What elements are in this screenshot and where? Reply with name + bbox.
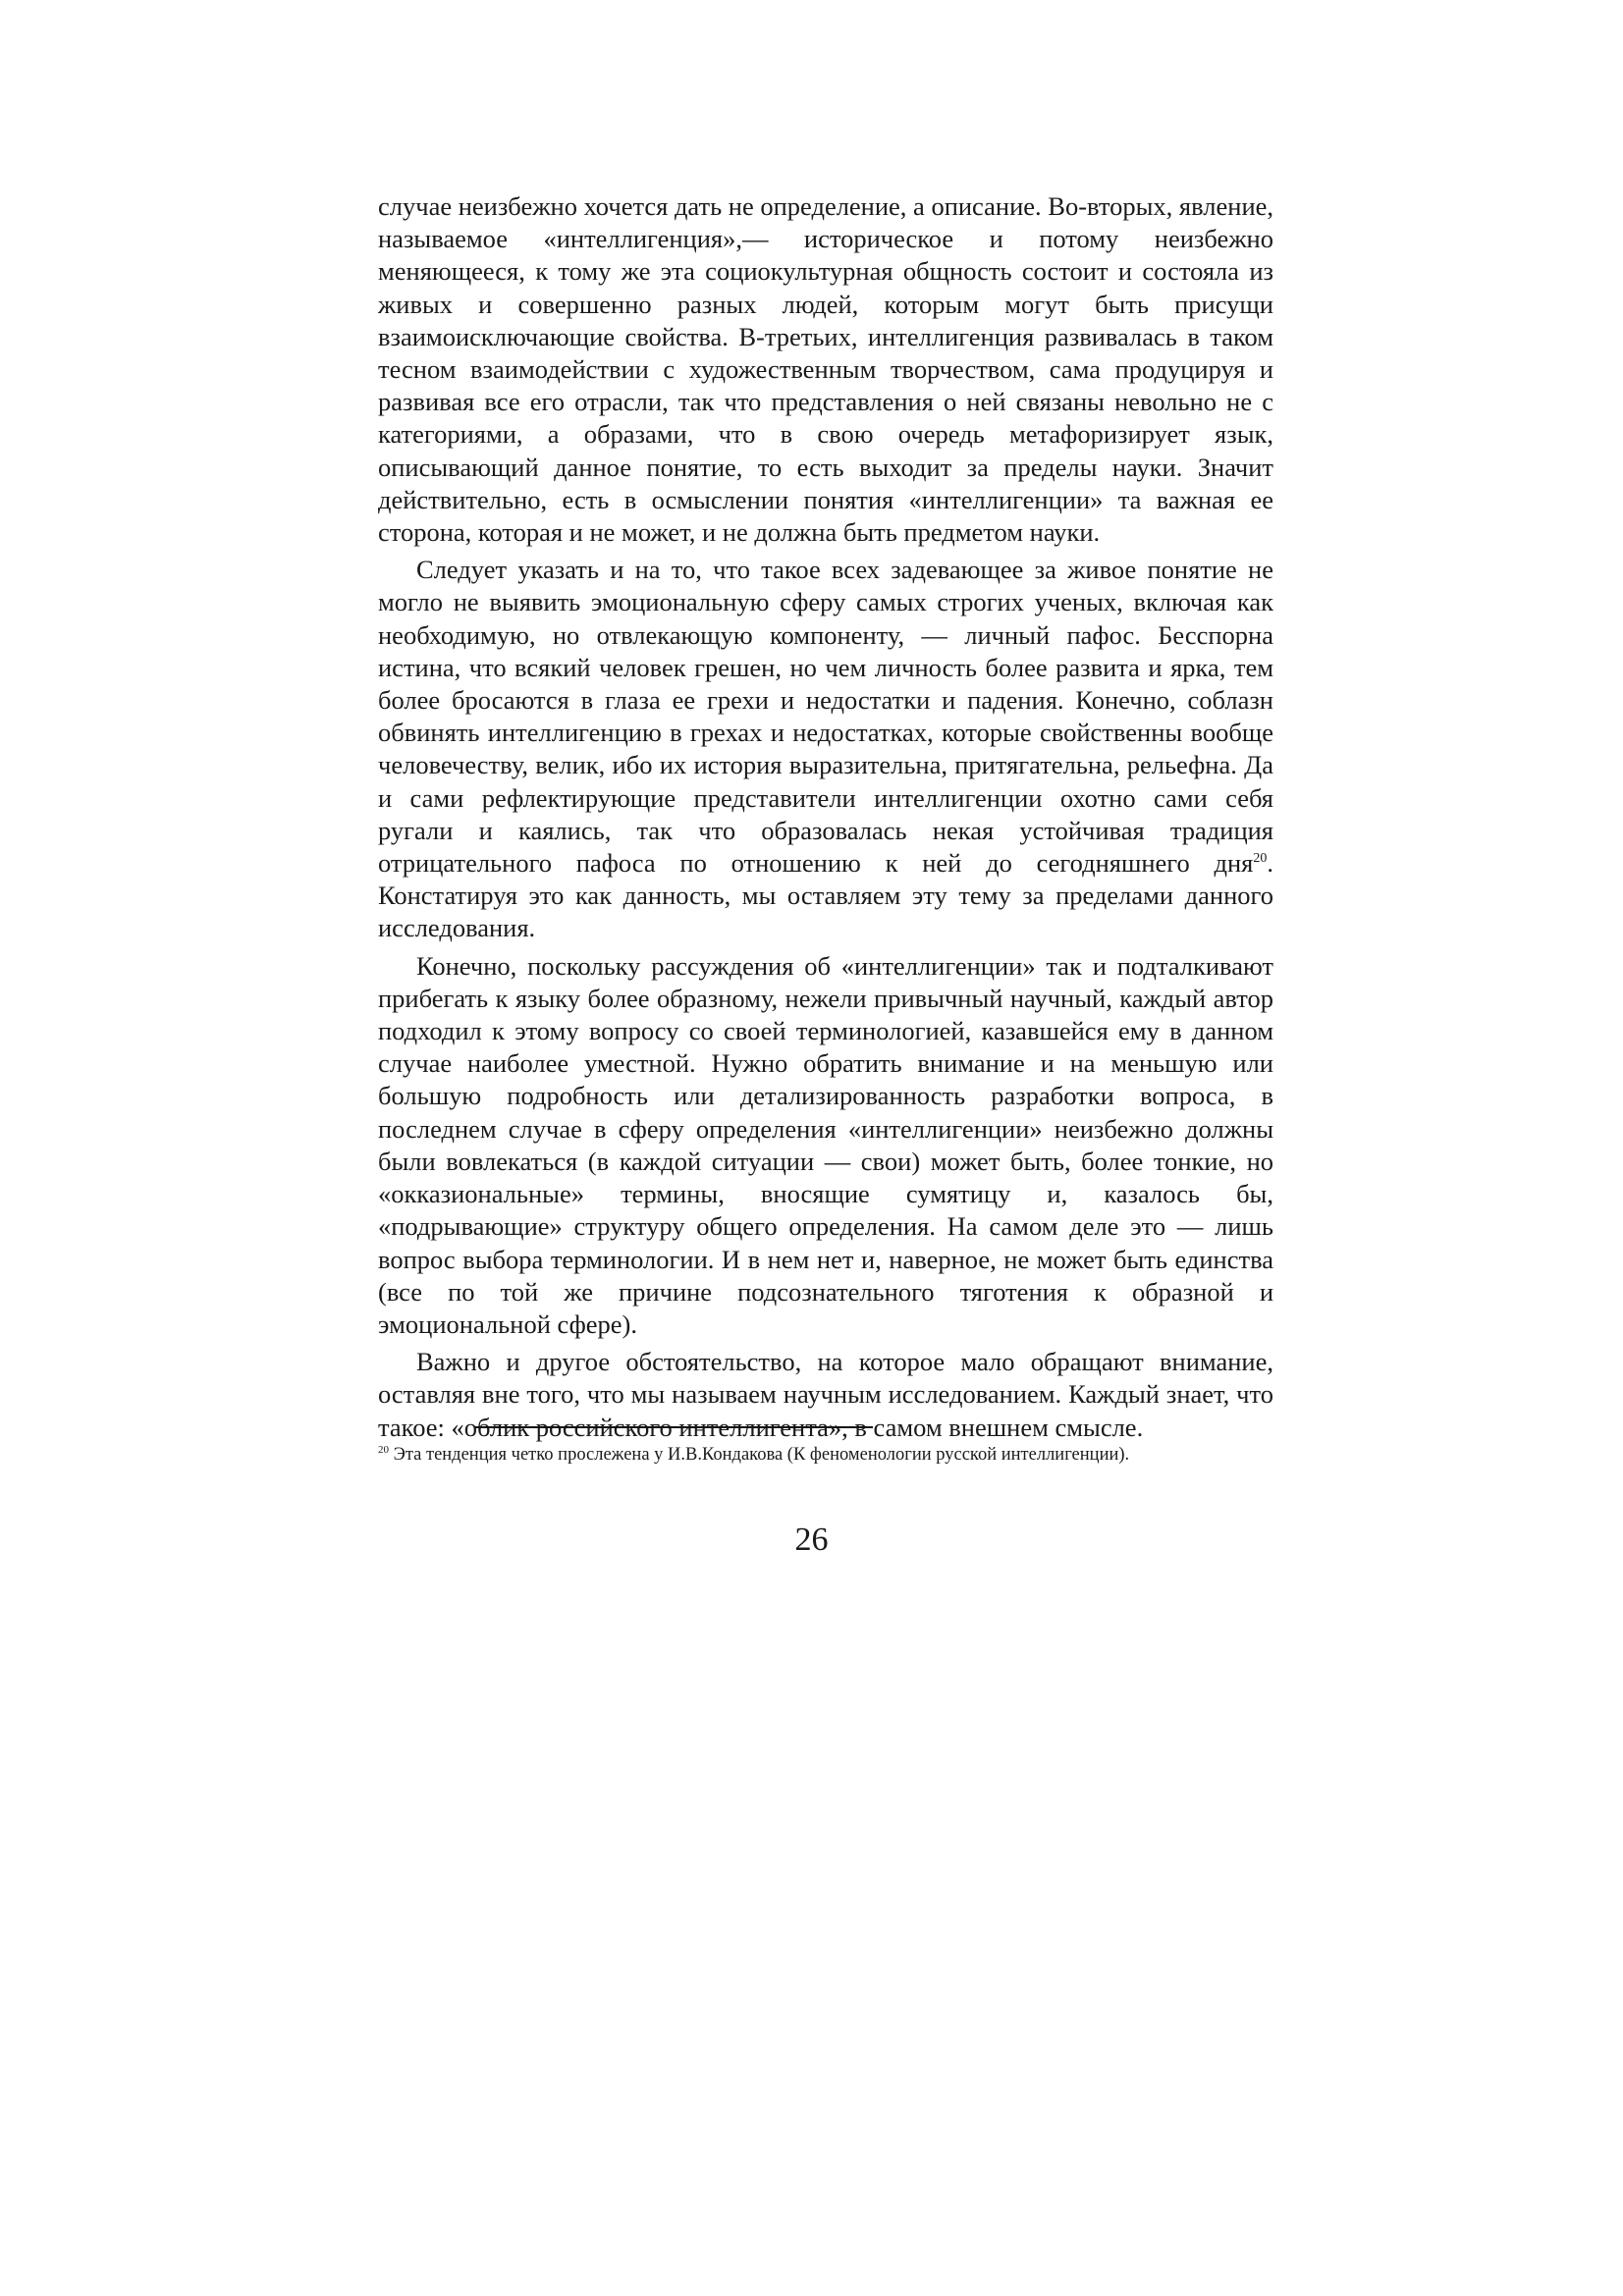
footnote: [378, 1443, 1273, 1468]
paragraph-1: случае неизбежно хочется дать не определение, а описание. Во-вторых, явление, называемое «интеллигенция»,— историческое и потому неизбежно меняющееся, к тому же эта социокультурная общность состоит и состояла из живых и совершенно разных людей, которым могут быть присущи взаимоисключающие свойства. В-третьих, интеллигенция развивалась в таком тесном взаимодействии с художественным творчеством, сама продуцируя и развивая все его отрасли, так что представления о ней связаны невольно не с категориями, а образами, что в свою очередь метафоризирует язык, описывающий данное понятие, то есть выходит за пределы науки. Значит действительно, есть в осмыслении понятия «интеллигенции» та важная ее сторона, которая и не может, и не должна быть предметом науки.: [378, 191, 1274, 548]
paragraph-2: [378, 554, 1273, 944]
paragraph-2-tail: . Констатируя это как данность, мы оставляем эту тему за пределами данного исследования.: [378, 848, 1273, 943]
paragraph-3: Конечно, поскольку рассуждения об «интеллигенции» так и подталкивают прибегать к языку более образному, нежели привычный научный, каждый автор подходил к этому вопросу со своей терминологией, казавшейся ему в данном случае наиболее уместной. Нужно обратить внимание и на меньшую или большую подробность или детализированность разработки вопроса, в последнем случае в сферу определения «интеллигенции» неизбежно должны были вовлекаться (в каждой ситуации — свои) может быть, более тонкие, но «окказиональные» термины, вносящие сумятицу и, казалось бы, «подрывающие» структуру общего определения. На самом деле это — лишь вопрос выбора терминологии. И в нем нет и, наверное, не может быть единства (все по той же причине подсознательного тяготения к образной и эмоциональной сфере).: [378, 950, 1273, 1339]
main-text: [378, 190, 1273, 1449]
footnote-separator: [475, 1426, 873, 1428]
page-number: 26: [794, 1522, 829, 1558]
footnote-number: 20: [378, 1443, 389, 1456]
footnote-reference[interactable]: 20: [1253, 851, 1268, 867]
paragraph-4: Важно и другое обстоятельство, на которое мало обращают внимание, оставляя вне того, что мы называем научным исследованием. Каждый знает, что такое: «облик российского интеллигента», в самом внешнем смысле.: [378, 1347, 1273, 1442]
footnote-text: Эта тенденция четко прослежена у И.В.Кондакова (К феноменологии русской интеллигенции).: [389, 1445, 1130, 1465]
paragraph-2-text: Следует указать и на то, что такое всех задевающее за живое понятие не могло не выявить эмоциональную сферу самых строгих ученых, включая как необходимую, но отвлекающую компоненту, — личный пафос. Бесспорна истина, что всякий человек грешен, но чем личность более развита и ярка, тем более бросаются в глаза ее грехи и недостатки и падения. Конечно, соблазн обвинять интеллигенцию в грехах и недостатках, которые свойственны вообще человечеству, велик, ибо их история выразительна, притягательна, рельефна. Да и сами рефлектирующие представители интеллигенции охотно сами себя ругали и каялись, так что образовалась некая устойчивая традиция отрицательного пафоса по отношению к ней до сегодняшнего дня: [378, 555, 1273, 879]
